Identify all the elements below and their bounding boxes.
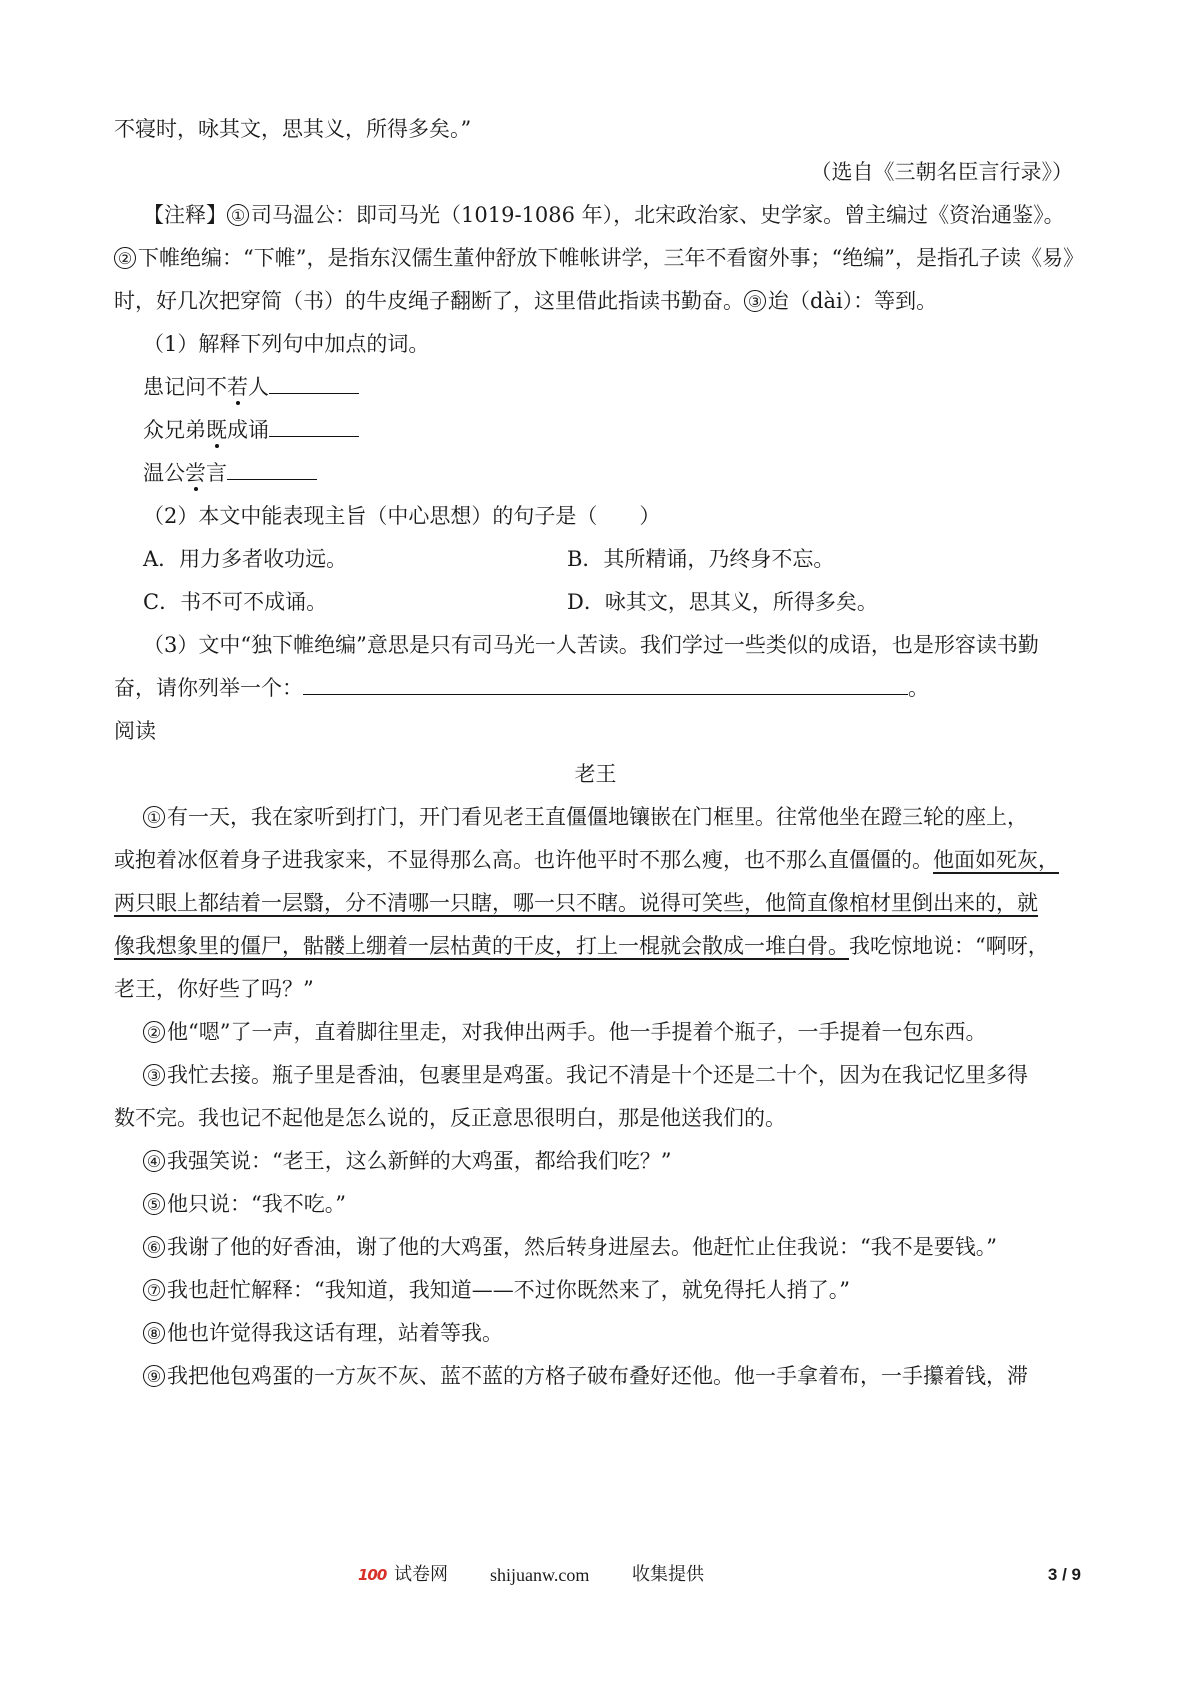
dotted-word: 若 [227,375,248,399]
q-text: 患记问不 [143,375,227,399]
dotted-word: 既 [206,418,227,442]
q-text: 众兄弟 [143,418,206,442]
paragraph-9 [143,1361,1028,1391]
question-1: （1）解释下列句中加点的词。 [143,332,430,356]
question-2: （2）本文中能表现主旨（中心思想）的句子是（ ） [143,504,661,528]
section-heading: 阅读 [114,719,156,743]
site-name: 试卷网 [394,1564,448,1585]
paragraph-1 [143,802,1028,832]
paragraph-line [114,888,1038,918]
page-number: 3 / 9 [1047,1565,1081,1584]
question-3: （3）文中“独下帷绝编”意思是只有司马光一人苦读。我们学过一些类似的成语，也是形容读书勤 [143,633,1039,657]
paragraph-line: 数不完。我也记不起他是怎么说的，反正意思很明白，那是他送我们的。 [114,1106,786,1130]
p-text: 我把他包鸡蛋的一方灰不灰、蓝不蓝的方格子破布叠好还他。他一手拿着布，一手攥着钱，滞 [167,1364,1028,1388]
paragraph-4 [143,1146,671,1176]
note-text: 迨（dài）：等到。 [768,289,938,313]
paragraph-line: 老王，你好些了吗？” [114,977,314,1001]
paragraph-3 [143,1060,1028,1090]
circled-number: ⑦ [143,1279,165,1301]
circled-number: ② [143,1021,165,1043]
site-domain: shijuanw.com [490,1565,590,1585]
q-text: 成诵 [227,418,269,442]
circled-number: ⑨ [143,1365,165,1387]
note-label: 【注释】 [143,203,227,227]
p-text: 我吃惊地说：“啊呀， [849,934,1049,958]
footer-note: 收集提供 [632,1564,704,1585]
circled-number: ③ [143,1064,165,1086]
paragraph-5 [143,1189,346,1219]
paragraph-7 [143,1275,850,1305]
answer-blank[interactable] [227,459,317,480]
q-text: 人 [248,375,269,399]
note-text: 时，好几次把穿简（书）的牛皮绳子翻断了，这里借此指读书勤奋。 [114,289,744,313]
circled-number: ⑧ [143,1322,165,1344]
source-citation: （选自《三朝名臣言行录》） [810,160,1073,184]
p-text: 我也赶忙解释：“我知道，我知道——不过你既然来了，就免得托人捎了。” [167,1278,850,1302]
option-b: B．其所精诵，乃终身不忘。 [567,547,835,571]
p-text: 或抱着冰伛着身子进我家来，不显得那么高。也许他平时不那么瘦，也不那么直僵僵的。 [114,848,933,872]
passage-title: 老王 [574,762,617,786]
paragraph-line [114,931,1049,961]
underlined-text: 像我想象里的僵尸，骷髅上绷着一层枯黄的干皮，打上一棍就会散成一堆白骨。 [114,934,849,958]
question-1b [143,415,359,445]
underlined-text: 两只眼上都结着一层翳，分不清哪一只瞎，哪一只不瞎。说得可笑些，他简直像棺材里倒出来的，就 [114,891,1038,915]
q-text: 。 [908,676,929,700]
circled-number: ④ [143,1150,165,1172]
p-text: 他“嗯”了一声，直着脚往里走，对我伸出两手。他一手提着个瓶子，一手提着一包东西。 [167,1020,987,1044]
paragraph-6 [143,1232,997,1262]
page-footer [0,1560,1191,1590]
option-a: A．用力多者收功远。 [143,547,348,571]
note-text: 下帷绝编：“下帷”，是指东汉儒生董仲舒放下帷帐讲学，三年不看窗外事；“绝编”，是指孔子读《易》 [138,246,1084,270]
circled-number: ① [143,806,165,828]
question-1a [143,372,359,402]
note-line [143,200,1065,230]
paragraph-8 [143,1318,503,1348]
option-d: D．咏其文，思其义，所得多矣。 [567,590,878,614]
answer-blank[interactable] [269,416,359,437]
circled-number: ① [227,204,249,226]
p-text: 他也许觉得我这话有理，站着等我。 [167,1321,503,1345]
q-text: 奋，请你列举一个： [114,676,303,700]
p-text: 我谢了他的好香油，谢了他的大鸡蛋，然后转身进屋去。他赶忙止住我说：“我不是要钱。” [167,1235,997,1259]
paragraph-line [114,845,1059,875]
p-text: 有一天，我在家听到打门，开门看见老王直僵僵地镶嵌在门框里。往常他坐在蹬三轮的座上， [167,805,1028,829]
option-c: C．书不可不成诵。 [143,590,328,614]
p-text: 我强笑说：“老王，这么新鲜的大鸡蛋，都给我们吃？” [167,1149,672,1173]
underlined-text: 他面如死灰， [933,848,1059,872]
note-text: 司马温公：即司马光（1019-1086 年），北宋政治家、史学家。曾主编过《资治通鉴》。 [251,203,1065,227]
answer-blank[interactable] [269,373,359,394]
p-text: 他只说：“我不吃。” [167,1192,346,1216]
site-logo-icon: 100 [358,1566,387,1584]
circled-number: ② [114,247,136,269]
q-text: 温公 [143,461,185,485]
text-line: 不寝时，咏其文，思其义，所得多矣。” [114,117,472,141]
circled-number: ③ [744,290,766,312]
question-1c [143,458,317,488]
q-text: 言 [206,461,227,485]
answer-blank[interactable] [303,674,908,695]
paragraph-2 [143,1017,986,1047]
question-3-answer-line [114,673,929,703]
dotted-word: 尝 [185,461,206,485]
note-line [114,243,1084,273]
note-line [114,286,937,316]
circled-number: ⑥ [143,1236,165,1258]
circled-number: ⑤ [143,1193,165,1215]
p-text: 我忙去接。瓶子里是香油，包裹里是鸡蛋。我记不清是十个还是二十个，因为在我记忆里多得 [167,1063,1028,1087]
